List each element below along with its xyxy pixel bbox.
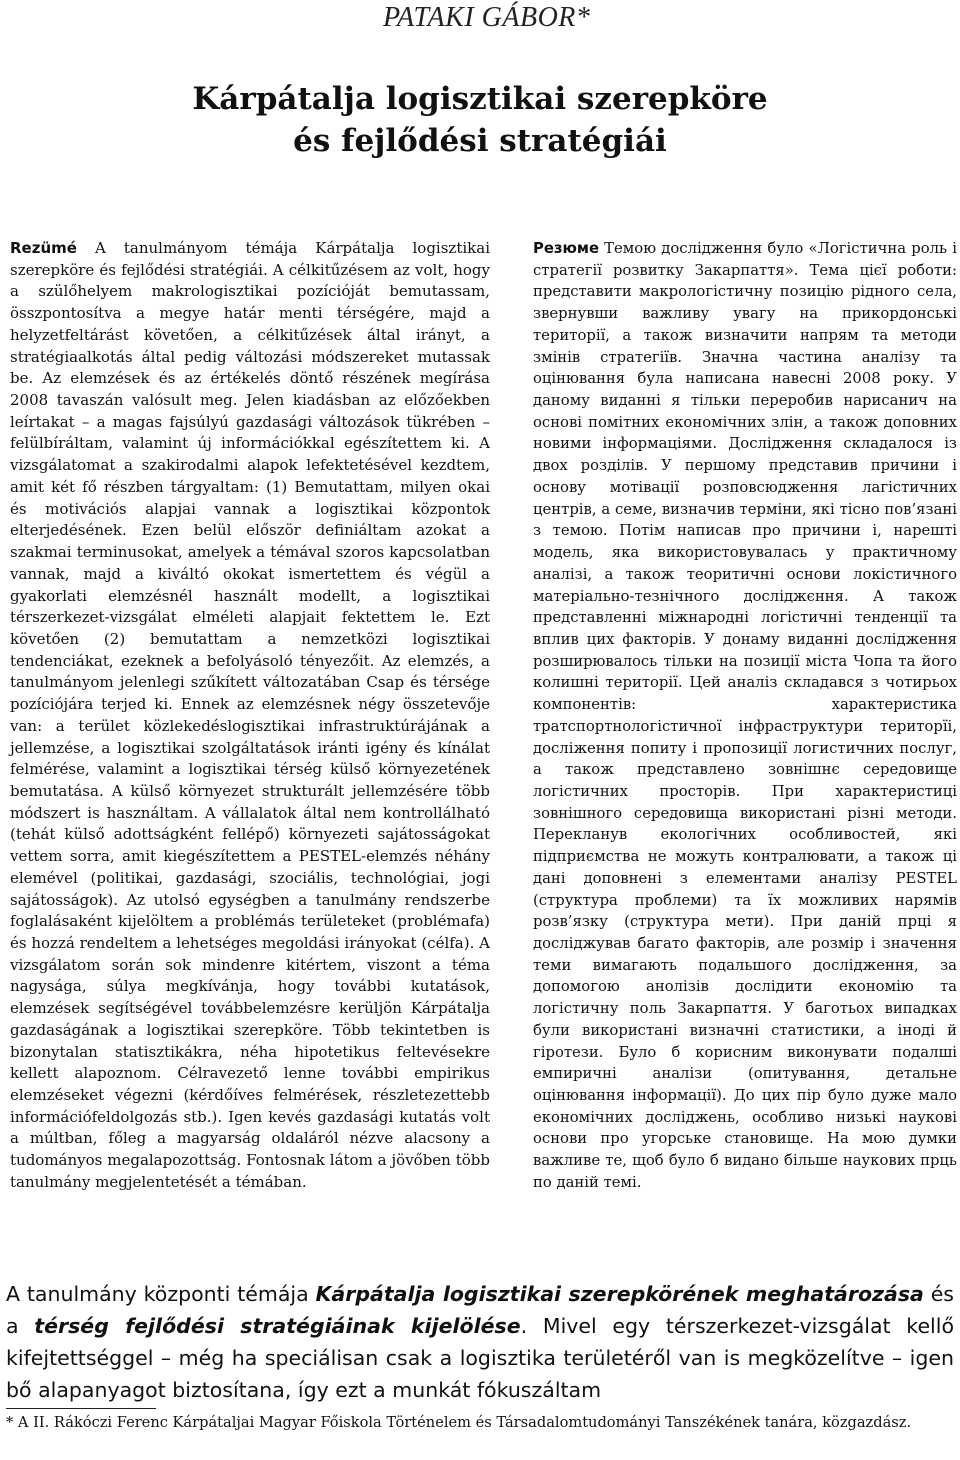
- abstract-ukrainian-label: Резюме: [533, 240, 599, 257]
- footnote: * A II. Rákóczi Ferenc Kárpátaljai Magyar Főiskola Történelem és Társadalomtudományi Tanszékének tanára, közgazdász.: [6, 1414, 912, 1431]
- intro-part-2: és a: [6, 1282, 954, 1338]
- abstract-hungarian-text: A tanulmányom témája Kárpátalja logisztikai szerepköre és fejlődési stratégiái. A célkitűzésem az volt, hogy a szülőhelyem makrologisztikai pozícióját bemutassam, összpontosítva a megye határ menti térségére, majd a helyzetfeltárást követően, a célkitűzések által irányt, a stratégiaalkotás által pedig változási módszereket mutassak be. Az elemzések és az értékelés döntő részének megírása 2008 tavaszán valósult meg. Jelen kiadásban az előzőekben leírtakat – a magas fajsúlyú gazdasági változások tükrében – felülbíráltam, valamint új információkkal egészítettem ki. A vizsgálatomat a szakirodalmi alapok lefektetésével kezdtem, amit két fő részben tárgyaltam: (1) Bemutattam, milyen okai és motivációs alapjai vannak a logisztikai központok elterjedésének. Ezen belül először definiáltam azokat a szakmai terminusokat, amelyek a témával szoros kapcsolatban vannak, majd a kiváltó okokat ismertettem és végül a gyakorlati elemzésnél használt modellt, a logisztikai térszerkezet-vizsgálat elméleti alapjait fektettem le. Ezt követően (2) bemutattam a nemzetközi logisztikai tendenciákat, ezeknek a befolyásoló tényezőit. Az elemzés, a tanulmányom jelenlegi szűkített változatában Csap és térsége pozíciójára terjed ki. Ennek az elemzésnek négy összetevője van: a terület közlekedéslogisztikai infrastruktúrájának a jellemzése, a logisztikai szolgáltatások iránti igény és kínálat felmérése, valamint a logisztikai térség külső környezetének bemutatása. A külső környezet strukturált jellemzésére több módszert is használtam. A vállalatok által nem kontrollálható (tehát külső adottságként fellépő) környezeti sajátosságokat vettem sorra, amit kiegészítettem a PESTEL-elemzés néhány elemével (politikai, gazdasági, szociális, technológiai, jogi sajátosságok). Az utolsó egységben a tanulmány rendszerbe foglalásaként kijelöltem a problémás területeket (problémafa) és hozzá rendeltem a lehetséges megoldási irányokat (célfa). A vizsgálatom során sok mindenre kitértem, viszont a téma nagysága, súlya megkívánja, hogy további kutatások, elemzések segítségével továbbelemzésre kerüljön Kárpátalja gazdaságának a logisztikai szerepköre. Több tekintetben is bizonytalan statisztikákra, néha hipotetikus feltevésekre kellett alapoznom. Célravezető lenne további empirikus elemzéseket végezni (kérdőíves felmérések, részletezettebb információfeldolgozás stb.). Igen kevés gazdasági kutatás volt a múltban, főleg a magyarság oldaláról nézve alacsony a tudományos megalapozottság. Fontosnak látom a jövőben több tanulmány megjelentetését a témában.: [10, 239, 490, 1191]
- abstract-ukrainian-text: Темою дослідження було «Логістична роль і стратегії розвитку Закарпаття». Тема цієї роботи: представити макрологістичну позицію рідного села, звернувши важливу увагу на прикордонські території, а також визначити напрям та методи змінів стратегіїв. Значна частина аналізу та оцінювання була написана навесні 2008 року. У даному виданні я тільки переробив нарисанич на основі помітних економічних злін, а також доповних новими інформаціями. Дослідження складалося із двох розділів. У першому представив причини і основу мотівації розповсюдження лагістичних центрів, а семе, визначив терміни, які тісно пов’язані з темою. Потім написав про причини і, нарешті модель, яка використовувалась у практичному аналізі, а також теоритичні основи локістичного матеріально-тезнічного досліджєння. А також представленні міжнародні логістичні тенденції та вплив цих факторів. У донаму виданні дослідження розширювалось тільки на позиції міста Чопа та його колишні території. Цей аналіз складався з чотирьох компонентів: характеристика тратспортнологістичної інфраструктури територїі, досліження попиту і пропозиції логистичних послуг, а також представлено зовнішнє середовище логістичних просторів. При характеристиці зовнішного середовища використані різні методи. Перекланув екологічних особливостей, які підприємства не можуть контралювати, а також ці дані доповнені з елементами аналізу PESTEL (структура проблеми) та їх можливих нарямів розв’язку (структура мети). При даній прці я досліджував багато факторів, але розмір і значення теми вимагають подальшого дослідження, за допомогою анолізів дослідити економію та логістичну поль Закарпаття. У баготьох випадках були використані визначні статистики, а іноді й гіротези. Було б корисним виконувати подалші емпиричні аналізи (опитування, детальне оцінювання інформації). До цих пір було дуже мало економічних досліджень, особливо низькі наукові основи про угорське становище. На мою думки важливе те, щоб було б видано більше наукових прць по даній темі.: [533, 240, 957, 1191]
- intro-emphasis-1: Kárpátalja logisztikai szerepkörének meghatározása: [315, 1282, 924, 1306]
- abstract-ukrainian: [533, 238, 957, 1194]
- title-line-1: Kárpátalja logisztikai szerepköre: [192, 81, 768, 117]
- intro-part-3: . Mivel egy térszerkezet-vizsgálat kellő kifejtettséggel – még ha speciálisan csak a logisztika területéről van is megközelítve – igen bő alapanyagot biztosítana, így ezt a munkát fókuszáltam: [6, 1314, 954, 1402]
- abstract-hungarian: [10, 238, 490, 1194]
- intro-part-1: A tanulmány központi témája: [6, 1282, 316, 1306]
- author-name: PATAKI GÁBOR*: [383, 2, 591, 33]
- title-line-2: és fejlődési stratégiái: [293, 123, 667, 159]
- footnote-divider: [6, 1408, 156, 1409]
- intro-paragraph: [6, 1278, 954, 1406]
- abstract-hungarian-label: Rezümé: [10, 239, 77, 257]
- article-title: [0, 78, 960, 162]
- intro-emphasis-2: térség fejlődési stratégiáinak kijelölése: [34, 1314, 521, 1338]
